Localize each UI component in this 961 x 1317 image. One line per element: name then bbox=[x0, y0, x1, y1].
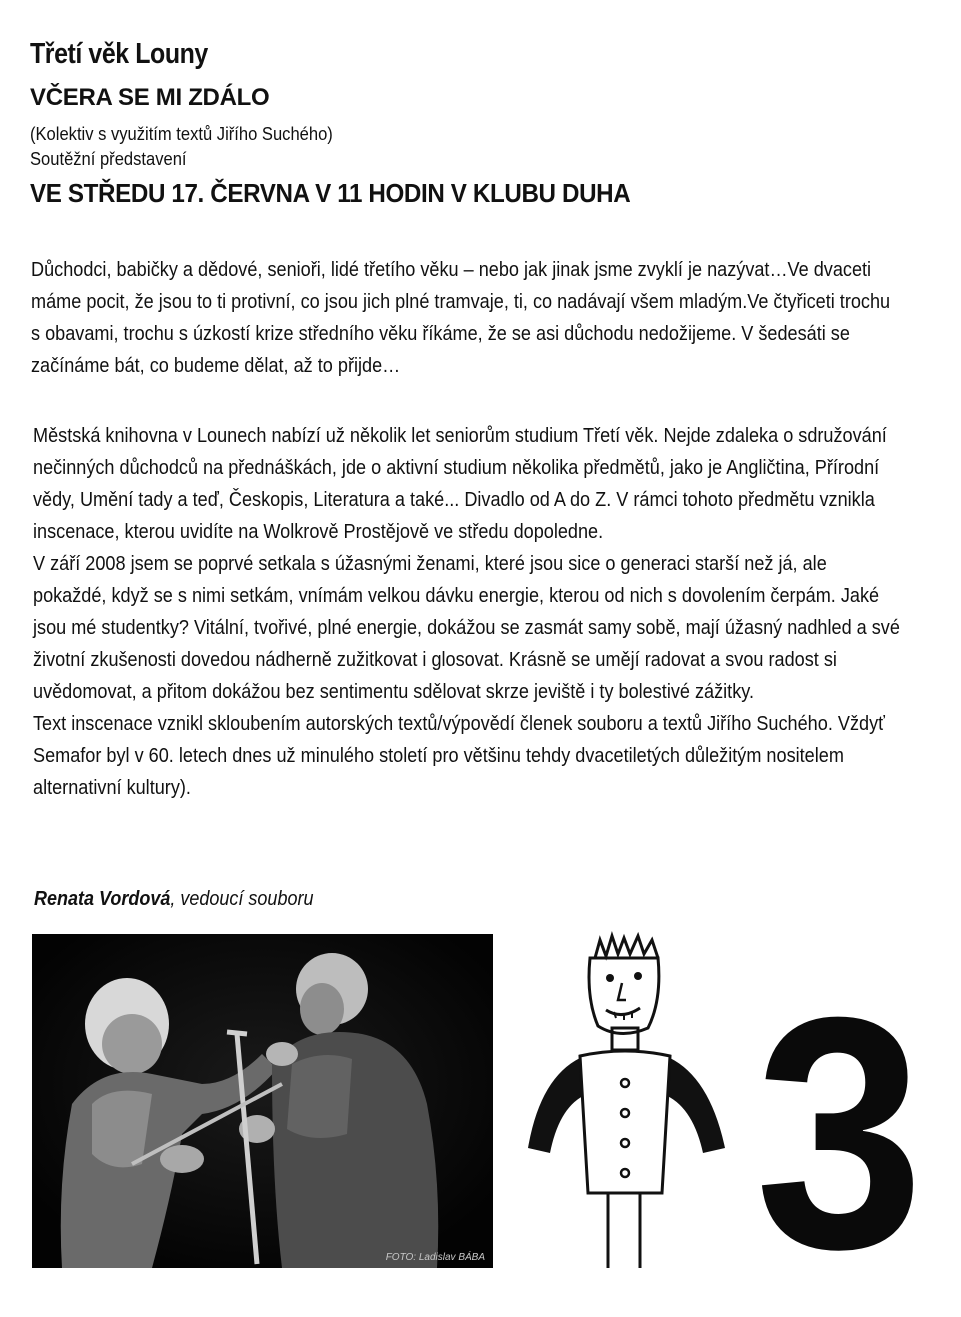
article-signature bbox=[34, 888, 313, 911]
article-paragraph-1: Městská knihovna v Lounech nabízí už několik let seniorům studium Třetí věk. Nejde zdaleka o sdružování nečinných důchodců na přednáškách, jde o aktivní studium několika předmětů, jako je Angličtina, Přírodní vědy, Umění tady a teď, Českopis, Literatura a také... Divadlo od A do Z. V rámci tohoto předmětu vznikla inscenace, kterou uvidíte na Wolkrově Prostějově ve středu dopoledne. bbox=[33, 425, 887, 543]
photo-illustration bbox=[32, 934, 493, 1268]
photo-credit: FOTO: Ladislav BÁBA bbox=[385, 1252, 485, 1263]
author-role: , vedoucí souboru bbox=[170, 888, 314, 910]
article-body bbox=[33, 420, 902, 804]
stick-figure-drawing bbox=[520, 928, 740, 1278]
intro-paragraph: Důchodci, babičky a dědové, senioři, lidé třetího věku – nebo jak jinak jsme zvyklí je nazývat…Ve dvaceti máme pocit, že jsou to ti protivní, co jsou jich plné tramvaje, ti, co nadávají všem mladým.Ve čtyřiceti trochu s obavami, trochu s úzkostí krize středního věku říkáme, že se asi důchodu nedožijeme. V šedesáti se začínáme bát, co budeme dělat, až to přijde… bbox=[31, 259, 891, 377]
performance-date: VE STŘEDU 17. ČERVNA V 11 HODIN V KLUBU DUHA bbox=[30, 178, 631, 208]
article-paragraph-2: V září 2008 jsem se poprvé setkala s úžasnými ženami, které jsou sice o generaci starší než já, ale pokaždé, když se s nimi setkám, vnímám velkou dávku energie, kterou od nich s dovolením čerpám. Jaké jsou mé studentky? Vitální, tvořivé, plné energie, dokážou se zasmát samy sobě, mají úžasný nadhled a své životní zkušenosti dovedou nádherně zužitkovat i glosovat. Krásně se umějí radovat a svou radost si uvědomovat, a přitom dokážou bez sentimentu sdělovat skrze jeviště i ty bolestivé zážitky. bbox=[33, 553, 900, 703]
page-number: 3 bbox=[755, 948, 924, 1317]
article-paragraph-3: Text inscenace vznikl skloubením autorských textů/výpovědí členek souboru a textů Jiřího Suchého. Vždyť Semafor byl v 60. letech dnes už minulého století pro většinu tehdy dvacetiletých důležitým nositelem alternativní kultury). bbox=[33, 713, 885, 799]
performance-type: Soutěžní představení bbox=[30, 149, 187, 169]
performance-photo bbox=[32, 934, 493, 1268]
play-credits: (Kolektiv s využitím textů Jiřího Suchého) bbox=[30, 124, 333, 144]
play-title: VČERA SE MI ZDÁLO bbox=[30, 84, 270, 111]
article-intro bbox=[31, 254, 900, 382]
ensemble-name: Třetí věk Louny bbox=[30, 38, 208, 70]
author-name: Renata Vordová bbox=[34, 888, 171, 910]
